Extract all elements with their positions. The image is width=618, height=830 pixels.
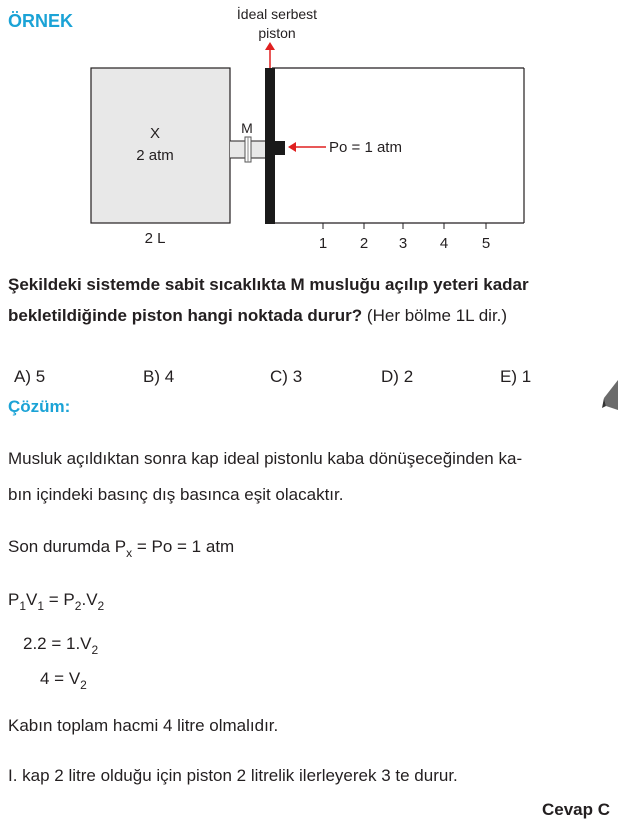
equation-3: $4 = V_2$	[40, 669, 87, 692]
scale-mark: 3	[398, 235, 408, 252]
valve-label: M	[241, 120, 253, 136]
gas-name: X	[149, 125, 161, 142]
question-bold: Şekildeki sistemde sabit sıcaklıkta M musluğu açılıp yeteri kadar bekletildiğinde piston hangi noktada durur?	[8, 275, 529, 325]
option-c: C) 3	[270, 367, 303, 386]
solution-para1-line1: Musluk açıldıktan sonra kap ideal pistonlu kaba dönüşeceğinden ka-	[8, 449, 523, 468]
piston-label-line1: İdeal serbest	[236, 6, 318, 22]
final-state: Son durumda $P_x = Po = 1$ atm	[8, 537, 235, 560]
outside-pressure: Po = 1 atm	[329, 139, 402, 156]
question-note: (Her bölme 1L dir.)	[366, 306, 508, 325]
solution-heading: Çözüm:	[8, 397, 71, 416]
equation-1: $P_1V_1 = P_2.V_2$	[8, 590, 105, 613]
option-a: A) 5	[14, 367, 46, 386]
piston-diagram	[0, 0, 618, 262]
scale-mark: 1	[318, 235, 328, 252]
gas-pressure: 2 atm	[136, 147, 174, 164]
example-heading: ÖRNEK	[8, 11, 74, 31]
solution-para3: I. kap 2 litre olduğu için piston 2 litrelik ilerleyerek 3 te durur.	[8, 766, 458, 785]
piston	[265, 68, 275, 224]
pen-icon	[600, 380, 618, 414]
gas-container	[91, 68, 230, 223]
piston-label-line2: piston	[258, 25, 296, 41]
scale-mark: 4	[439, 235, 449, 252]
scale-mark: 5	[481, 235, 491, 252]
answer-label: Cevap C	[541, 800, 610, 819]
option-d: D) 2	[381, 367, 414, 386]
solution-para1-line2: bın içindeki basınç dış basınca eşit olacaktır.	[8, 485, 344, 504]
solution-para2: Kabın toplam hacmi 4 litre olmalıdır.	[8, 716, 279, 735]
question-text	[8, 269, 612, 331]
scale-mark: 2	[359, 235, 369, 252]
piston-knob	[275, 141, 285, 155]
option-b: B) 4	[143, 367, 175, 386]
equation-2: $2.2 = 1.V_2$	[23, 634, 99, 657]
option-e: E) 1	[500, 367, 532, 386]
container-volume: 2 L	[144, 230, 166, 247]
